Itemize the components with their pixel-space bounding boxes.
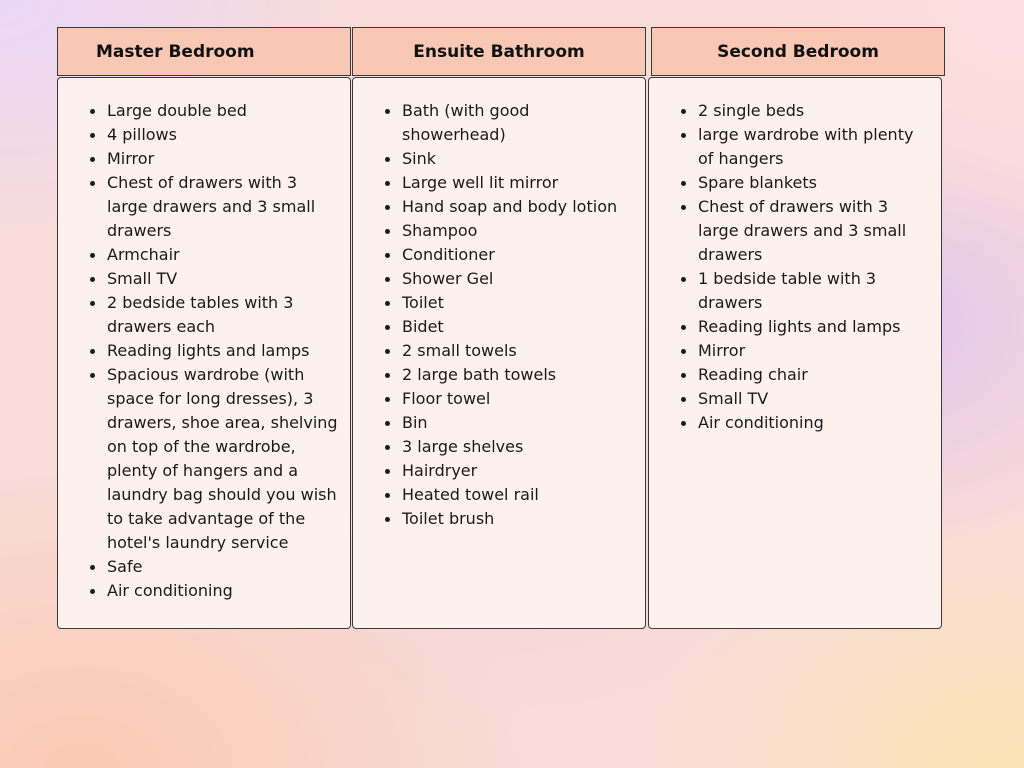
list-item [58,579,350,603]
list-item-text: Reading chair [698,365,808,384]
list-item [58,267,350,291]
list-item [58,339,350,363]
list-item-text: Mirror [698,341,746,360]
list-item [353,147,645,171]
list-item-text: Toilet brush [402,509,495,528]
list-item [58,243,350,267]
list-item-text: Shampoo [402,221,478,240]
list-item [649,387,941,411]
bullet-icon [385,205,390,210]
list-item-text: 3 large shelves [402,437,524,456]
list-item [353,267,645,291]
ensuite-bathroom-list [353,99,645,531]
header-second-bedroom-label: Second Bedroom [717,41,879,62]
bullet-icon [90,373,95,378]
list-item-text: Spacious wardrobe (with space for long dresses), 3 drawers, shoe area, shelving on top of the wardrobe, plenty of hangers and a laundry bag should you wish to take advantage of the hotel's laundry service [107,365,338,552]
bullet-icon [90,277,95,282]
list-item [353,315,645,339]
list-item [649,339,941,363]
list-item [353,99,645,147]
bullet-icon [385,301,390,306]
list-item [353,483,645,507]
bullet-icon [681,325,686,330]
list-item [353,195,645,219]
list-item [649,123,941,171]
bullet-icon [681,397,686,402]
bullet-icon [681,109,686,114]
list-item [353,363,645,387]
bullet-icon [385,493,390,498]
list-item-text: large wardrobe with plenty of hangers [698,125,914,168]
second-bedroom-list [649,99,941,435]
list-item [353,435,645,459]
bullet-icon [90,133,95,138]
list-item-text: Small TV [698,389,769,408]
list-item [58,99,350,123]
list-item-text: Conditioner [402,245,495,264]
bullet-icon [385,469,390,474]
header-master-bedroom [57,27,351,76]
list-item-text: Small TV [107,269,178,288]
list-item-text: 2 single beds [698,101,805,120]
list-item [649,195,941,267]
list-item [353,291,645,315]
list-item-text: Air conditioning [107,581,233,600]
list-item-text: Bath (with good showerhead) [402,101,530,144]
list-item [649,267,941,315]
list-item [649,99,941,123]
list-item [649,411,941,435]
list-item [353,339,645,363]
bullet-icon [681,421,686,426]
bullet-icon [681,181,686,186]
list-item [58,291,350,339]
master-bedroom-list [58,99,350,603]
list-item-text: Spare blankets [698,173,817,192]
list-item [58,171,350,243]
header-ensuite-bathroom [352,27,646,76]
header-master-bedroom-label: Master Bedroom [96,41,255,62]
list-item [353,171,645,195]
list-item-text: 2 bedside tables with 3 drawers each [107,293,294,336]
list-item-text: Mirror [107,149,155,168]
list-item [353,387,645,411]
list-item [649,171,941,195]
list-item [58,555,350,579]
column-ensuite-bathroom [352,77,646,629]
list-item-text: Chest of drawers with 3 large drawers and 3 small drawers [698,197,907,264]
header-ensuite-bathroom-label: Ensuite Bathroom [413,41,585,62]
bullet-icon [385,445,390,450]
list-item [58,147,350,171]
list-item-text: Shower Gel [402,269,494,288]
bullet-icon [385,277,390,282]
list-item-text: Bin [402,413,428,432]
bullet-icon [681,133,686,138]
list-item-text: Toilet [402,293,444,312]
bullet-icon [90,565,95,570]
bullet-icon [681,349,686,354]
list-item-text: Heated towel rail [402,485,539,504]
bullet-icon [681,277,686,282]
list-item-text: Sink [402,149,437,168]
list-item [353,507,645,531]
list-item-text: Reading lights and lamps [107,341,310,360]
list-item-text: Large well lit mirror [402,173,559,192]
list-item-text: Large double bed [107,101,247,120]
list-item [353,219,645,243]
list-item-text: 2 small towels [402,341,517,360]
bullet-icon [90,157,95,162]
list-item-text: 2 large bath towels [402,365,557,384]
list-item [58,363,350,555]
list-item-text: Safe [107,557,143,576]
list-item-text: Air conditioning [698,413,824,432]
bullet-icon [385,349,390,354]
bullet-icon [90,109,95,114]
list-item [353,459,645,483]
bullet-icon [385,373,390,378]
bullet-icon [90,181,95,186]
bullet-icon [385,229,390,234]
bullet-icon [681,205,686,210]
list-item [353,243,645,267]
bullet-icon [681,373,686,378]
column-master-bedroom [57,77,351,629]
list-item-text: Hand soap and body lotion [402,197,618,216]
column-second-bedroom [648,77,942,629]
list-item [649,363,941,387]
list-item-text: Armchair [107,245,180,264]
list-item-text: 4 pillows [107,125,177,144]
bullet-icon [385,109,390,114]
list-item-text: Reading lights and lamps [698,317,901,336]
header-second-bedroom [651,27,945,76]
bullet-icon [385,325,390,330]
list-item [649,315,941,339]
bullet-icon [90,349,95,354]
list-item-text: 1 bedside table with 3 drawers [698,269,877,312]
bullet-icon [385,397,390,402]
bullet-icon [385,421,390,426]
bullet-icon [90,301,95,306]
bullet-icon [90,253,95,258]
list-item-text: Floor towel [402,389,491,408]
bullet-icon [90,589,95,594]
bullet-icon [385,181,390,186]
list-item [58,123,350,147]
list-item-text: Chest of drawers with 3 large drawers and 3 small drawers [107,173,316,240]
list-item [353,411,645,435]
list-item-text: Hairdryer [402,461,478,480]
bullet-icon [385,157,390,162]
bullet-icon [385,517,390,522]
list-item-text: Bidet [402,317,444,336]
bullet-icon [385,253,390,258]
